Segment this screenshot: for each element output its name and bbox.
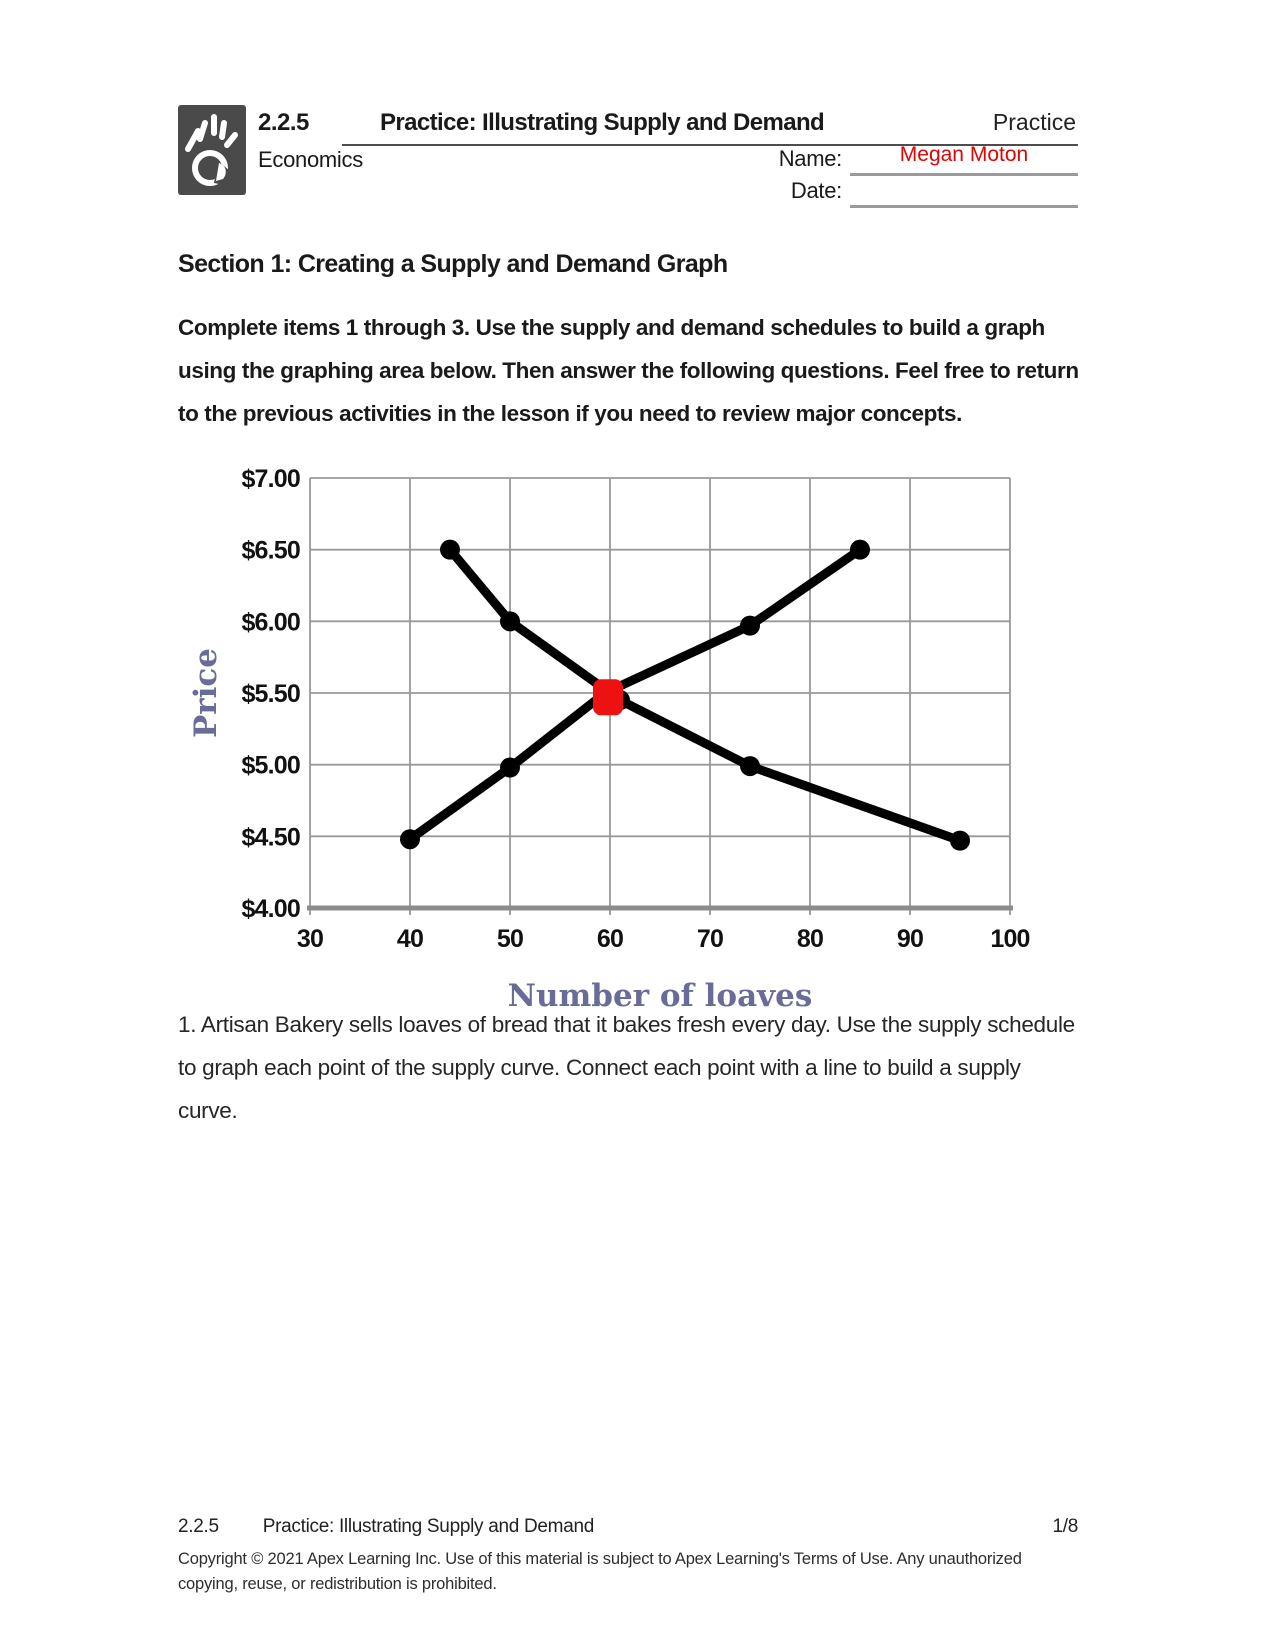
- x-tick-label: 70: [696, 925, 724, 953]
- y-axis-title: Price: [190, 647, 224, 739]
- x-tick-label: 90: [896, 925, 924, 953]
- x-tick-label: 40: [396, 925, 424, 953]
- footer-course-code: 2.2.5: [178, 1516, 219, 1537]
- date-field-row: [791, 175, 1078, 208]
- supply-point: [400, 829, 420, 849]
- date-label: Date:: [790, 178, 842, 203]
- supply-demand-chart: [190, 460, 1060, 1020]
- demand-point: [950, 831, 970, 851]
- footer-title: Practice: Illustrating Supply and Demand: [262, 1516, 594, 1537]
- x-tick-label: 100: [990, 925, 1030, 953]
- x-axis-title: Number of loaves: [507, 978, 813, 1014]
- header: [178, 103, 1078, 215]
- question-1: 1. Artisan Bakery sells loaves of bread that it bakes fresh every day. Use the supply schedule to graph each point of the supply curve. Connect each point with a line to build a supply curve.: [178, 1012, 1075, 1123]
- demand-point: [740, 756, 760, 776]
- doc-type-label: Practice: [992, 109, 1076, 135]
- x-tick-label: 80: [796, 925, 824, 953]
- equilibrium-marker: [593, 679, 623, 715]
- y-tick-label: $6.00: [241, 608, 300, 637]
- x-tick-label: 30: [296, 925, 324, 953]
- document-title: Practice: Illustrating Supply and Demand: [380, 109, 825, 136]
- y-tick-label: $5.00: [241, 751, 300, 780]
- demand-point: [440, 540, 460, 560]
- footer-row: [178, 1516, 1078, 1538]
- supply-curve: [410, 550, 860, 840]
- y-tick-label: $7.00: [241, 465, 300, 493]
- section-intro: Complete items 1 through 3. Use the supply and demand schedules to build a graph using the graphing area below. Then answer the following questions. Feel free to return to the previous activities in the lesson if you need to review major concepts.: [178, 315, 1079, 426]
- subject-label: Economics: [258, 147, 363, 172]
- date-input[interactable]: [850, 175, 1078, 208]
- supply-point: [500, 758, 520, 778]
- name-input[interactable]: Megan Moton: [850, 143, 1078, 176]
- section-heading: Section 1: Creating a Supply and Demand Graph: [178, 250, 728, 278]
- course-code: 2.2.5: [258, 109, 309, 136]
- page-number: 1/8: [1052, 1516, 1078, 1537]
- supply-demand-graph: [190, 460, 1060, 1020]
- x-tick-label: 50: [496, 925, 524, 953]
- demand-curve: [450, 550, 960, 841]
- footer: [178, 1516, 1078, 1597]
- y-tick-label: $6.50: [241, 536, 300, 565]
- apex-learning-logo-icon: [178, 105, 246, 195]
- name-field-row: [779, 143, 1078, 176]
- supply-point: [850, 540, 870, 560]
- name-label: Name:: [778, 146, 842, 171]
- demand-point: [500, 611, 520, 631]
- copyright-notice: Copyright © 2021 Apex Learning Inc. Use of this material is subject to Apex Learning's Terms of Use. Any unauthorized copying, reuse, or redistribution is prohibited.: [178, 1550, 1022, 1593]
- y-tick-label: $5.50: [241, 680, 300, 708]
- x-tick-label: 60: [596, 925, 624, 953]
- y-tick-label: $4.00: [241, 895, 300, 923]
- supply-point: [740, 616, 760, 636]
- y-tick-label: $4.50: [241, 823, 300, 852]
